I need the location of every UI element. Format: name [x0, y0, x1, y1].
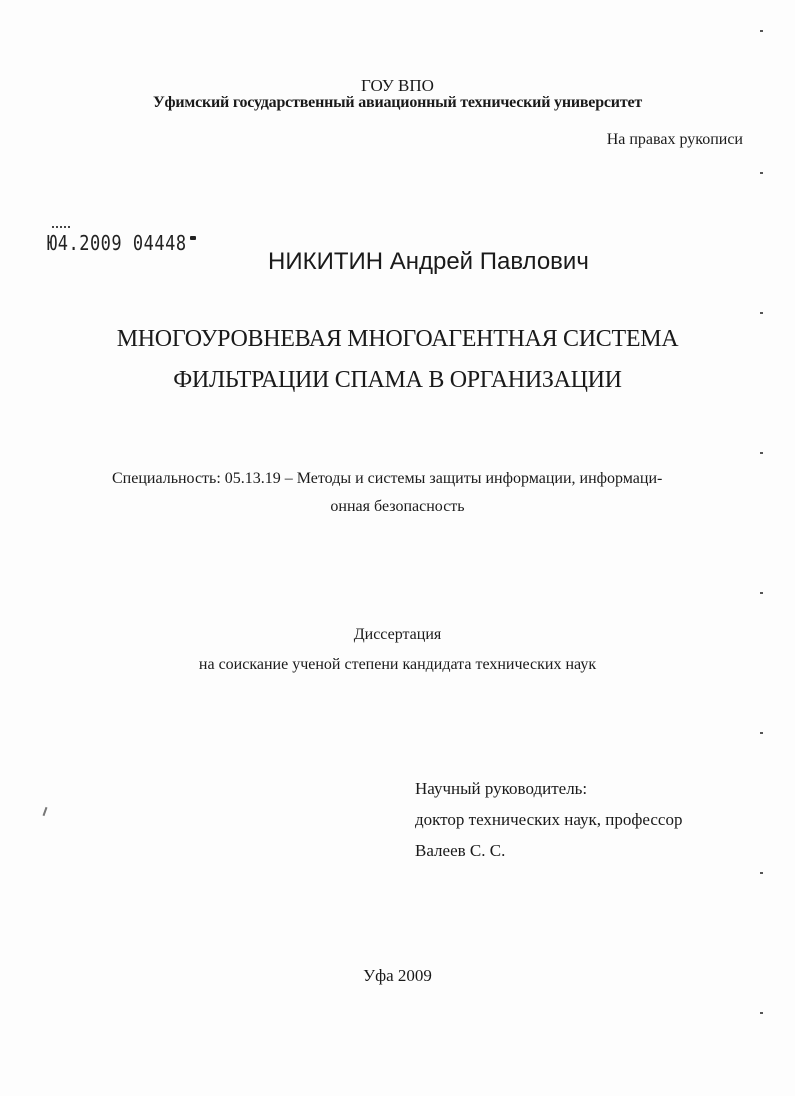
thesis-title-line-2: ФИЛЬТРАЦИИ СПАМА В ОРГАНИЗАЦИИ: [173, 367, 622, 393]
city-year: Уфа 2009: [363, 966, 432, 985]
stamp-tick-mark: [52, 226, 70, 230]
supervisor-name: Валеев С. С.: [415, 841, 506, 860]
scan-edge-mark: [760, 30, 763, 32]
stamp-dot-mark: [190, 236, 196, 240]
registration-stamp: Ю4.2009 04448: [47, 232, 187, 256]
supervisor-degree: доктор технических наук, профессор: [415, 810, 683, 829]
specialty-line-1: Специальность: 05.13.19 – Методы и системы защиты информации, информаци-: [112, 470, 663, 487]
scan-edge-mark: [760, 312, 763, 314]
scan-edge-mark: [760, 592, 763, 594]
thesis-title-line-1: МНОГОУРОВНЕВАЯ МНОГОАГЕНТНАЯ СИСТЕМА: [116, 326, 679, 352]
specialty-line-2: онная безопасность: [330, 498, 465, 515]
scan-edge-mark: [760, 1012, 763, 1014]
scan-edge-mark: [760, 452, 763, 454]
scan-edge-mark: [760, 872, 763, 874]
dissertation-label: Диссертация: [353, 626, 442, 643]
supervisor-label: Научный руководитель:: [415, 779, 588, 798]
degree-sought: на соискание ученой степени кандидата технических наук: [198, 656, 597, 673]
university-name: Уфимский государственный авиационный технический университет: [152, 94, 643, 111]
author-name: НИКИТИН Андрей Павлович: [268, 248, 589, 275]
scan-stray-mark: [43, 807, 48, 816]
scan-edge-mark: [760, 172, 763, 174]
manuscript-rights-note: На правах рукописи: [606, 131, 743, 148]
organization-type: ГОУ ВПО: [361, 76, 434, 95]
scan-edge-mark: [760, 732, 763, 734]
